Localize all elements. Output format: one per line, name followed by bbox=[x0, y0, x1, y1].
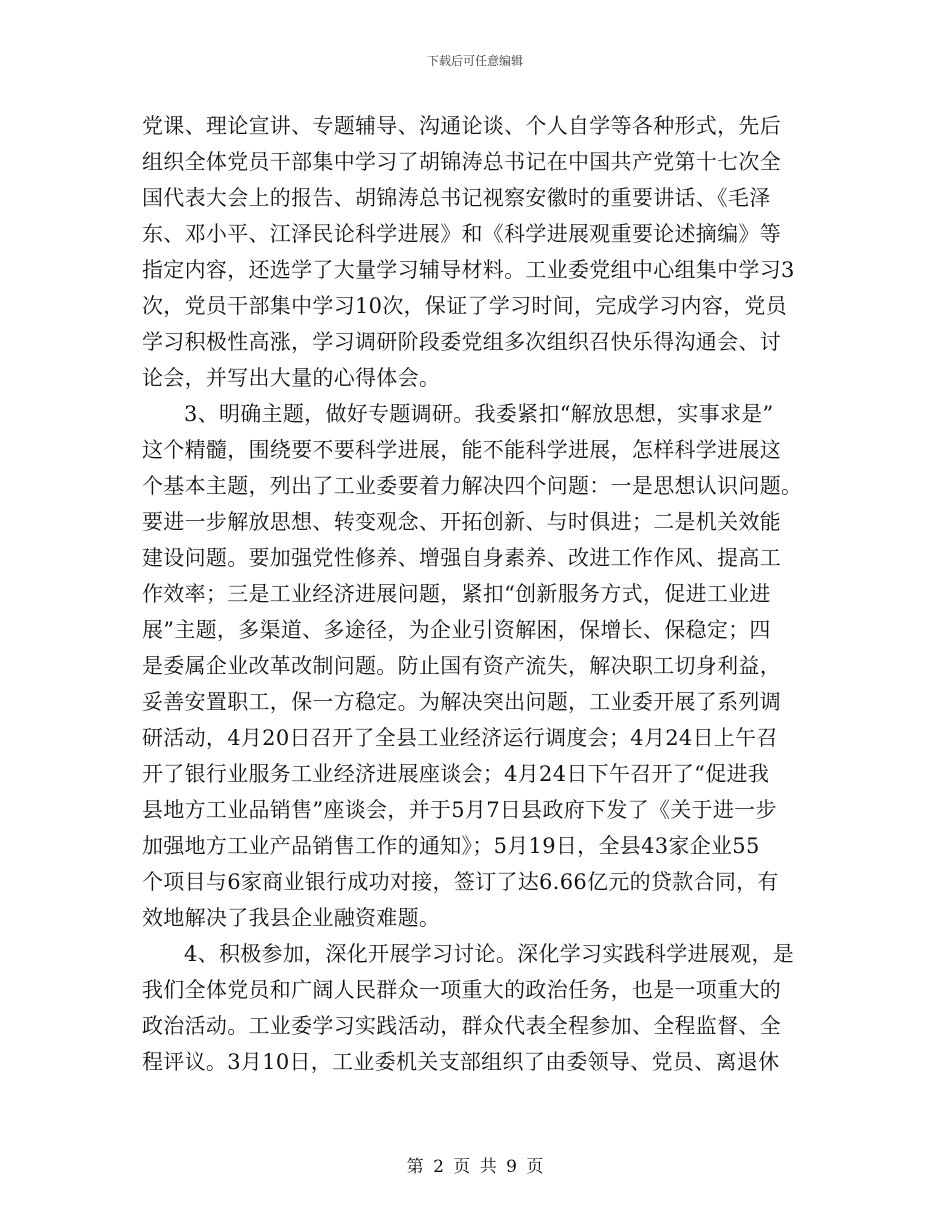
text-line: 论会，并写出大量的心得体会。 bbox=[142, 366, 441, 390]
text-line: 开了银行业服务工业经济进展座谈会；4月24日下午召开了“促进我 bbox=[142, 762, 770, 786]
page-number: 第 2 页 共 9 页 bbox=[406, 1157, 544, 1177]
text-line: 要进一步解放思想、转变观念、开拓创新、与时俱进；二是机关效能 bbox=[142, 510, 781, 534]
text-line: 4、积极参加，深化开展学习讨论。深化学习实践科学进展观，是 bbox=[184, 942, 795, 966]
text-line: 政治活动。工业委学习实践活动，群众代表全程参加、全程监督、全 bbox=[142, 1014, 781, 1038]
text-line: 我们全体党员和广阔人民群众一项重大的政治任务，也是一项重大的 bbox=[142, 978, 781, 1002]
text-line: 个项目与6家商业银行成功对接，签订了达6.66亿元的贷款合同，有 bbox=[142, 870, 779, 894]
page-header: 下载后可任意编辑 bbox=[426, 54, 523, 68]
text-line: 加强地方工业产品销售工作的通知》；5月19日，全县43家企业55 bbox=[142, 834, 760, 858]
text-line: 组织全体党员干部集中学习了胡锦涛总书记在中国共产党第十七次全 bbox=[142, 150, 781, 174]
text-line: 次，党员干部集中学习10次，保证了学习时间，完成学习内容，党员 bbox=[142, 294, 788, 318]
text-line: 指定内容，还选学了大量学习辅导材料。工业委党组中心组集中学习3 bbox=[142, 258, 795, 282]
text-line: 县地方工业品销售”座谈会，并于5月7日县政府下发了《关于进一步 bbox=[142, 798, 777, 822]
text-line: 研活动，4月20日召开了全县工业经济运行调度会；4月24日上午召 bbox=[142, 726, 778, 750]
text-line: 程评议。3月10日，工业委机关支部组织了由委领导、党员、离退休 bbox=[142, 1050, 780, 1074]
text-line: 是委属企业改革改制问题。防止国有资产流失，解决职工切身利益， bbox=[142, 654, 781, 678]
text-line: 个基本主题，列出了工业委要着力解决四个问题：一是思想认识问题。 bbox=[142, 474, 803, 498]
text-line: 建设问题。要加强党性修养、增强自身素养、改进工作作风、提高工 bbox=[142, 546, 781, 570]
text-line: 这个精髓，围绕要不要科学进展，能不能科学进展，怎样科学进展这 bbox=[142, 438, 781, 462]
text-line: 展”主题，多渠道、多途径，为企业引资解困，保增长、保稳定；四 bbox=[142, 618, 771, 642]
text-line: 3、明确主题，做好专题调研。我委紧扣“解放思想，实事求是” bbox=[184, 402, 774, 426]
text-line: 作效率；三是工业经济进展问题，紧扣“创新服务方式，促进工业进 bbox=[142, 582, 771, 606]
text-line: 东、邓小平、江泽民论科学进展》和《科学进展观重要论述摘编》等 bbox=[142, 222, 781, 246]
text-line: 学习积极性高涨，学习调研阶段委党组多次组织召快乐得沟通会、讨 bbox=[142, 330, 781, 354]
text-line: 效地解决了我县企业融资难题。 bbox=[142, 906, 441, 930]
text-line: 妥善安置职工，保一方稳定。为解决突出问题，工业委开展了系列调 bbox=[142, 690, 781, 714]
text-line: 党课、理论宣讲、专题辅导、沟通论谈、个人自学等各种形式，先后 bbox=[142, 114, 781, 138]
text-line: 国代表大会上的报告、胡锦涛总书记视察安徽时的重要讲话、《毛泽 bbox=[142, 186, 771, 210]
